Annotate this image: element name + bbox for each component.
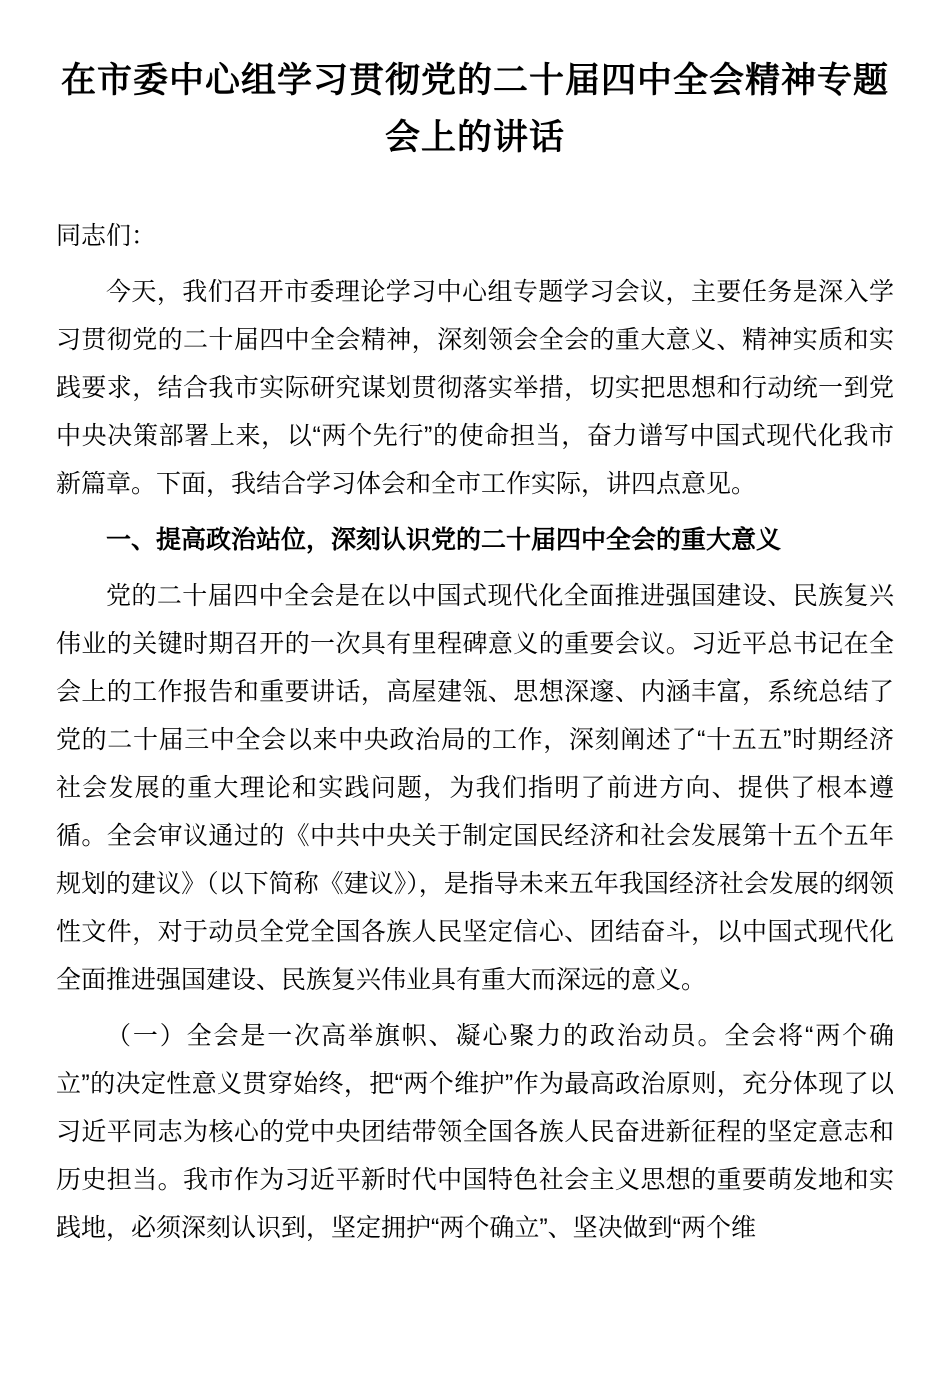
document-title: [56, 52, 894, 166]
paragraph-opening: 今天，我们召开市委理论学习中心组专题学习会议，主要任务是深入学习贯彻党的二十届四中全会精神，深刻领会全会的重大意义、精神实质和实践要求，结合我市实际研究谋划贯彻落实举措，切实把思想和行动统一到党中央决策部署上来，以“两个先行”的使命担当，奋力谱写中国式现代化我市新篇章。下面，我结合学习体会和全市工作实际，讲四点意见。: [56, 278, 894, 498]
section-heading-1: 一、提高政治站位，深刻认识党的二十届四中全会的重大意义: [106, 526, 782, 554]
salutation: 同志们：: [56, 222, 157, 250]
document-title-line-2: 会上的讲话: [384, 118, 565, 157]
paragraph-section-1-intro: 党的二十届四中全会是在以中国式现代化全面推进强国建设、民族复兴伟业的关键时期召开的一次具有里程碑意义的重要会议。习近平总书记在全会上的工作报告和重要讲话，高屋建瓴、思想深邃、内涵丰富，系统总结了党的二十届三中全会以来中央政治局的工作，深刻阐述了“十五五”时期经济社会发展的重大理论和实践问题，为我们指明了前进方向、提供了根本遵循。全会审议通过的《中共中央关于制定国民经济和社会发展第十五个五年规划的建议》（以下简称《建议》），是指导未来五年我国经济社会发展的纲领性文件，对于动员全党全国各族人民坚定信心、团结奋斗，以中国式现代化全面推进强国建设、民族复兴伟业具有重大而深远的意义。: [56, 582, 894, 994]
document-title-line-1: 在市委中心组学习贯彻党的二十届四中全会精神专题: [60, 61, 889, 100]
document-page: [0, 52, 950, 1396]
paragraph-subsection-1-1: （一）全会是一次高举旗帜、凝心聚力的政治动员。全会将“两个确立”的决定性意义贯穿始终，把“两个维护”作为最高政治原则，充分体现了以习近平同志为核心的党中央团结带领全国各族人民奋进新征程的坚定意志和历史担当。我市作为习近平新时代中国特色社会主义思想的重要萌发地和实践地，必须深刻认识到，坚定拥护“两个确立”、坚决做到“两个维: [56, 1022, 894, 1242]
